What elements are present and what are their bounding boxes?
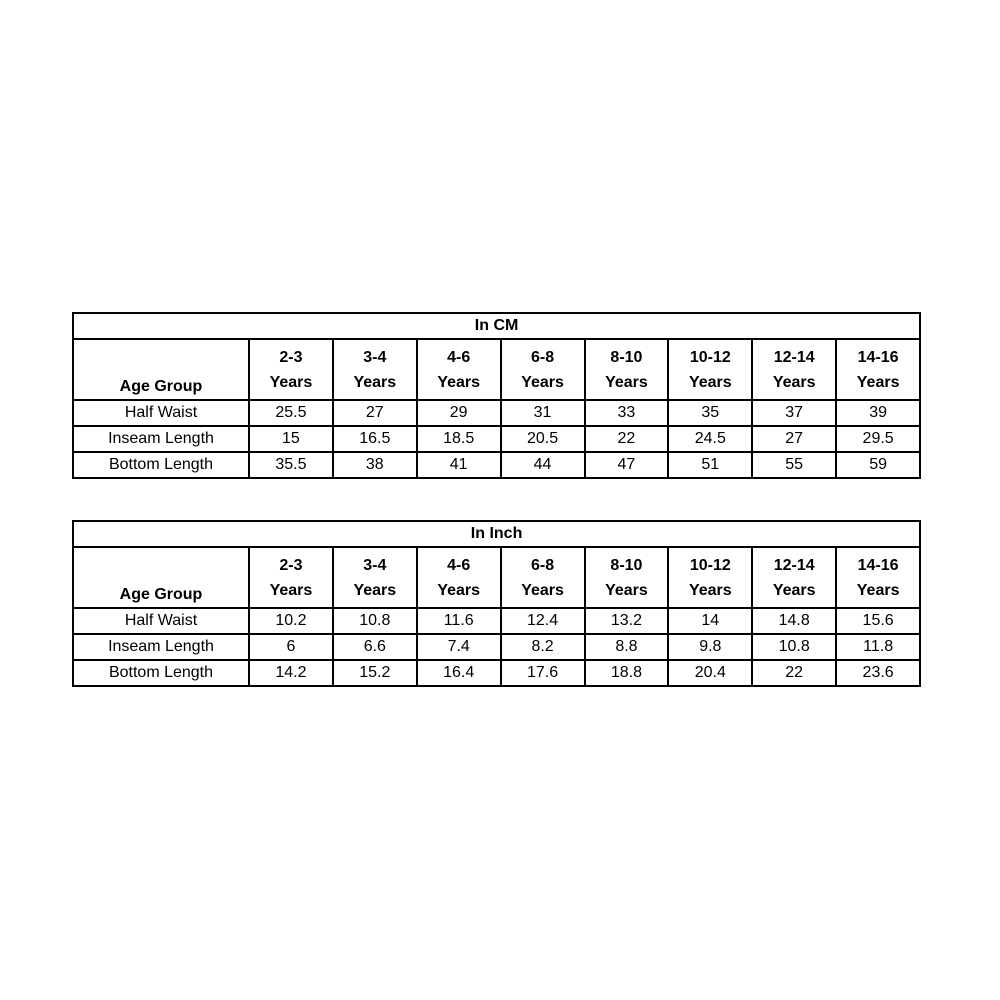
age-range: 4-6 (447, 556, 471, 574)
table-cell: 6 (249, 634, 333, 660)
age-group-header: Age Group (73, 339, 249, 400)
table-cell: 16.5 (333, 426, 417, 452)
age-range: 12-14 (773, 556, 815, 574)
table-row (73, 608, 920, 634)
age-range: 3-4 (363, 348, 387, 366)
age-range-header (585, 339, 669, 400)
table-cell: 8.2 (501, 634, 585, 660)
row-label: Half Waist (73, 608, 249, 634)
table-cell: 10.2 (249, 608, 333, 634)
age-range-header (501, 339, 585, 400)
age-range-header (501, 547, 585, 608)
age-range: 12-14 (773, 348, 815, 366)
age-unit: Years (856, 581, 900, 599)
size-table-cm (72, 312, 921, 479)
age-range-header (668, 339, 752, 400)
table-row (73, 400, 920, 426)
age-unit: Years (269, 581, 313, 599)
age-range-header (752, 339, 836, 400)
age-unit: Years (856, 373, 900, 391)
table-cell: 20.4 (668, 660, 752, 686)
age-range-header (836, 339, 920, 400)
table-row (73, 660, 920, 686)
age-unit: Years (353, 581, 397, 599)
size-table-inch (72, 520, 921, 687)
age-unit: Years (688, 373, 732, 391)
table-cell: 25.5 (249, 400, 333, 426)
age-unit: Years (521, 373, 564, 391)
age-unit: Years (688, 581, 732, 599)
table-cell: 11.6 (417, 608, 501, 634)
table-cell: 18.5 (417, 426, 501, 452)
table-cell: 16.4 (417, 660, 501, 686)
table-title-row (73, 313, 920, 339)
table-cell: 22 (752, 660, 836, 686)
table-cell: 51 (668, 452, 752, 478)
age-range-header (249, 339, 333, 400)
table-cell: 10.8 (752, 634, 836, 660)
table-cell: 47 (585, 452, 669, 478)
age-unit: Years (269, 373, 313, 391)
age-range: 6-8 (531, 348, 555, 366)
age-range-header (249, 547, 333, 608)
table-cell: 22 (585, 426, 669, 452)
row-label: Half Waist (73, 400, 249, 426)
table-cell: 10.8 (333, 608, 417, 634)
table-cell: 27 (333, 400, 417, 426)
age-unit: Years (437, 373, 481, 391)
table-cell: 27 (752, 426, 836, 452)
table-row (73, 634, 920, 660)
table-cell: 9.8 (668, 634, 752, 660)
table-cell: 38 (333, 452, 417, 478)
age-range: 3-4 (363, 556, 387, 574)
age-range-header (417, 339, 501, 400)
age-range: 14-16 (857, 556, 899, 574)
table-cell: 13.2 (585, 608, 669, 634)
table-cell: 31 (501, 400, 585, 426)
age-range: 2-3 (279, 556, 303, 574)
age-range-header (333, 339, 417, 400)
table-cell: 41 (417, 452, 501, 478)
age-range: 14-16 (857, 348, 899, 366)
age-unit: Years (772, 581, 816, 599)
table-cell: 23.6 (836, 660, 920, 686)
table-cell: 35.5 (249, 452, 333, 478)
age-range-header (668, 547, 752, 608)
table-cell: 15 (249, 426, 333, 452)
table-row (73, 426, 920, 452)
table-header-row (73, 339, 920, 400)
table-cell: 39 (836, 400, 920, 426)
table-title-row (73, 521, 920, 547)
age-range-header (417, 547, 501, 608)
table-cell: 35 (668, 400, 752, 426)
table-cell: 15.2 (333, 660, 417, 686)
table-row (73, 452, 920, 478)
table-cell: 29 (417, 400, 501, 426)
table-cell: 14.2 (249, 660, 333, 686)
age-range-header (752, 547, 836, 608)
table-cell: 24.5 (668, 426, 752, 452)
age-range-header (333, 547, 417, 608)
table-title: In Inch (73, 521, 920, 547)
table-cell: 44 (501, 452, 585, 478)
age-range: 2-3 (279, 348, 303, 366)
row-label: Bottom Length (73, 452, 249, 478)
table-cell: 29.5 (836, 426, 920, 452)
table-cell: 17.6 (501, 660, 585, 686)
table-cell: 14.8 (752, 608, 836, 634)
table-cell: 33 (585, 400, 669, 426)
row-label: Bottom Length (73, 660, 249, 686)
age-unit: Years (605, 581, 648, 599)
table-cell: 7.4 (417, 634, 501, 660)
age-range-header (836, 547, 920, 608)
age-range: 6-8 (531, 556, 555, 574)
row-label: Inseam Length (73, 426, 249, 452)
age-range: 8-10 (610, 348, 643, 366)
table-cell: 20.5 (501, 426, 585, 452)
age-range-header (585, 547, 669, 608)
age-range: 4-6 (447, 348, 471, 366)
row-label: Inseam Length (73, 634, 249, 660)
table-cell: 12.4 (501, 608, 585, 634)
table-cell: 18.8 (585, 660, 669, 686)
age-range: 10-12 (689, 556, 731, 574)
table-cell: 11.8 (836, 634, 920, 660)
table-cell: 15.6 (836, 608, 920, 634)
table-cell: 59 (836, 452, 920, 478)
age-range: 10-12 (689, 348, 731, 366)
table-cell: 6.6 (333, 634, 417, 660)
age-unit: Years (605, 373, 648, 391)
table-cell: 37 (752, 400, 836, 426)
table-cell: 55 (752, 452, 836, 478)
table-cell: 14 (668, 608, 752, 634)
age-unit: Years (437, 581, 481, 599)
table-title: In CM (73, 313, 920, 339)
age-unit: Years (772, 373, 816, 391)
age-unit: Years (521, 581, 564, 599)
table-cell: 8.8 (585, 634, 669, 660)
age-range: 8-10 (610, 556, 643, 574)
age-unit: Years (353, 373, 397, 391)
table-header-row (73, 547, 920, 608)
age-group-header: Age Group (73, 547, 249, 608)
